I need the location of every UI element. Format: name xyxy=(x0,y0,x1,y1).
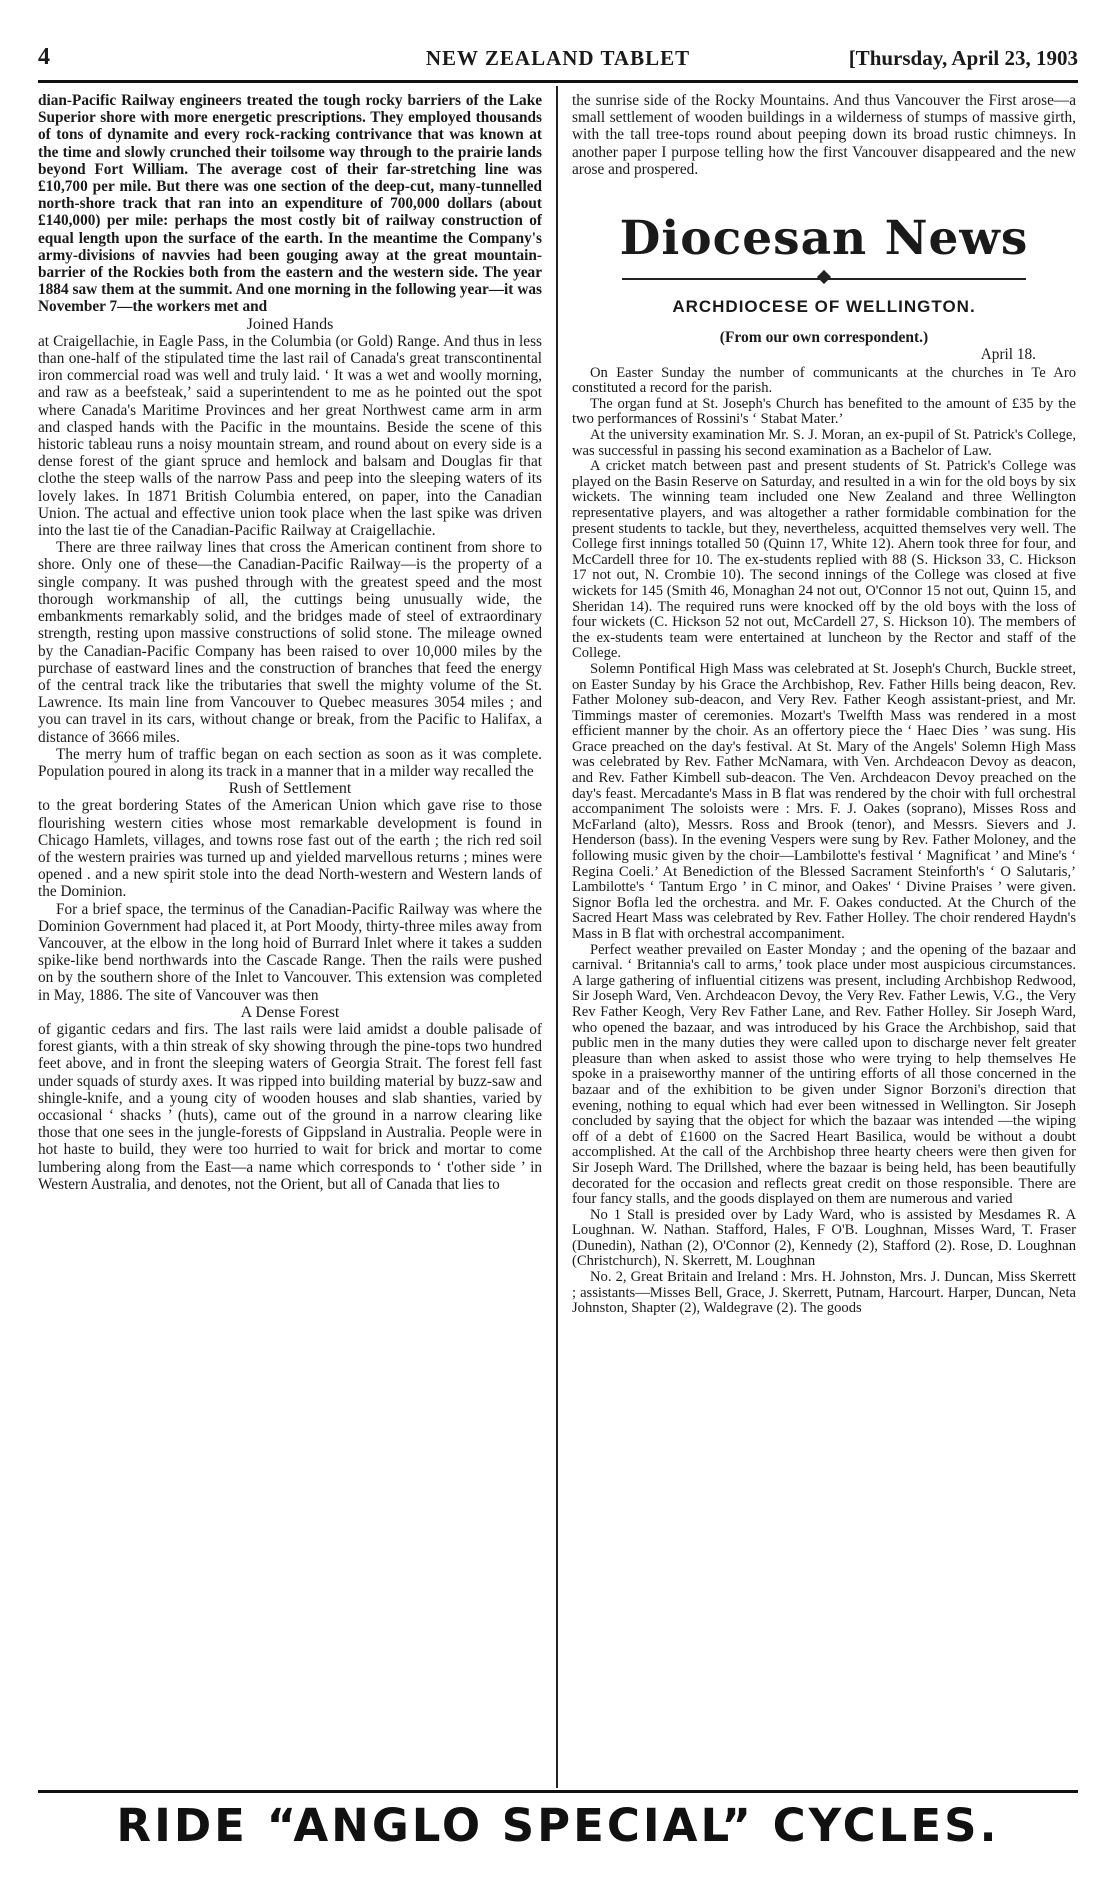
ornament-divider xyxy=(622,274,1026,284)
issue-date: [Thursday, April 23, 1903 xyxy=(848,46,1078,70)
article-paragraph: to the great bordering States of the American Union which gave rise to those flourishing western cities whose most remarkable development is found in Chicago Hamlets, villages, and towns rose fast out of the earth ; the rich red soil of the western prairies was turned up and yielded marvellous returns ; mines were opened . and a new spirit stole into the dead North-western and Western lands of the Dominion. xyxy=(38,797,542,901)
news-paragraph: On Easter Sunday the number of communicants at the churches in Te Aro constituted a record for the parish. xyxy=(572,364,1076,397)
article-subheading: Joined Hands xyxy=(246,315,334,333)
news-paragraph: The organ fund at St. Joseph's Church has benefited to the amount of £35 by the two performances of Rossini's ‘ Stabat Mater.’ xyxy=(572,395,1076,428)
paper-title: NEW ZEALAND TABLET xyxy=(425,46,691,70)
correspondent-line: (From our own correspondent.) xyxy=(719,329,929,347)
article-paragraph: of gigantic cedars and firs. The last rails were laid amidst a double palisade of forest giants, with a thin streak of sky showing through the pine-tops two hundred feet above, and in front the sleeping waters of Georgia Strait. The forest fell fast under squads of sturdy axes. It was ripped into building material by buzz-saw and shingle-knife, and a young city of wooden houses and slab shanties, varied by occasional ‘ shacks ’ (huts), came out of the ground in a narrow clearing like those that one sees in the jungle-forests of Gippsland in Australia. People were in hot haste to build, they were too hurried to wait for brick and mortar to come lumbering along from the East—a name which corresponds to ‘ t'other side ’ in Western Australia, and denotes, not the Orient, but all of Canada that lies to xyxy=(38,1020,542,1193)
page-header xyxy=(38,40,1078,74)
article-paragraph: the sunrise side of the Rocky Mountains. And thus Vancouver the First arose—a small settlement of wooden buildings in a wilderness of stumps of massive girth, with the tall tree-tops round about peeping down its broad rustic chimneys. In another paper I purpose telling how the first Vancouver disappeared and the new arose and prospered. xyxy=(572,92,1076,178)
article-paragraph: For a brief space, the terminus of the Canadian-Pacific Railway was where the Dominion Government had placed it, at Port Moody, thirty-three miles away from Vancouver, at the elbow in the long hoid of Burrard Inlet where it takes a sudden spike-like bend northwards into the Cascade Range. Then the rails were pushed on by the southern shore of the Inlet to Vancouver. This extension was completed in May, 1886. The site of Vancouver was then xyxy=(38,900,542,1004)
article-paragraph: dian-Pacific Railway engineers treated the tough rocky barriers of the Lake Superior shore with more energetic prescriptions. They employed thousands of tons of dynamite and every rock-racking contrivance that was known at the time and slowly crunched their toilsome way through to the prairie lands beyond Fort William. The average cost of their far-stretching line was £10,700 per mile. But there was one section of the deep-cut, many-tunnelled north-shore track that ran into an expenditure of 700,000 dollars (about £140,000) per mile: perhaps the most costly bit of railway construction of equal length upon the surface of the earth. In the meantime the Company's army-divisions of navvies had been gouging away at the great mountain-barrier of the Rockies both from the eastern and the western side. The year 1884 saw them at the summit. And one morning in the following year—it was November 7—the workers met and xyxy=(38,92,542,316)
article-paragraph: at Craigellachie, in Eagle Pass, in the Columbia (or Gold) Range. And thus in less than one-half of the stipulated time the last rail of Canada's great transcontinental iron commercial road was well and truly laid. ‘ It was a wet and woolly morning, and raw as a beefsteak,’ said a superintendent to me as he pointed out the spot where Canada's Maritime Provinces and her great Northwest came arm in arm and clasped hands with the Pacific in the mountains. Beside the scene of this historic tableau runs a noisy mountain stream, and round about on every side is a dense forest of the giant spruce and hemlock and balsam and Douglas fir that clothe the steep walls of the narrow Pass and peep into the sleeping waters of its lovely lakes. In 1871 British Columbia entered, on paper, into the Canadian Union. The actual and effective union took place when the last spike was driven into the last tie of the Canadian-Pacific Railway at Craigellachie. xyxy=(38,332,542,540)
dateline: April 18. xyxy=(980,346,1036,364)
section-heading: ARCHDIOCESE OF WELLINGTON. xyxy=(672,297,976,317)
news-paragraph: At the university examination Mr. S. J. Moran, an ex-pupil of St. Patrick's College, was successful in passing his second examination as a Bachelor of Law. xyxy=(572,427,1076,459)
news-paragraph: Perfect weather prevailed on Easter Monday ; and the opening of the bazaar and carnival. ‘ Britannia's call to arms,’ took place under most auspicious circumstances. A large gathering of influential citizens was present, including Archbishop Redwood, Sir Joseph Ward, Ven. Archdeacon Devoy, the Very Rev. Father Lewis, V.G., the Very Rev Father Keogh, Very Rev Father Lane, and Rev. Father Holley. Sir Joseph Ward, who opened the bazaar, and was introduced by his Grace the Archbishop, said that public men in the many duties they were called upon to discharge never felt greater pleasure than when asked to assist those who were trying to help themselves He spoke in a praiseworthy manner of the untiring efforts of all those concerned in the bazaar and of the exhibition to be given under Signor Borzoni's direction that evening, nothing to equal which had ever been witnessed in Wellington. Sir Joseph concluded by saying that the object for which the bazaar was intended —the wiping off of a debt of £1600 on the Sacred Heart Basilica, would be without a doubt accomplished. At the call of the Archbishop three hearty cheers were then given for Sir Joseph Ward. The Drillshed, where the bazaar is being held, has been beautifully decorated for the occasion and reflects great credit on those responsible. There are four fancy stalls, and the goods displayed on them are numerous and varied xyxy=(572,941,1076,1208)
header-rule xyxy=(38,80,1078,83)
diamond-ornament-icon xyxy=(817,270,831,284)
page-number: 4 xyxy=(38,44,50,70)
article-subheading: Rush of Settlement xyxy=(228,780,352,798)
article-subheading: A Dense Forest xyxy=(240,1003,340,1021)
advertisement-banner: RIDE “ANGLO SPECIAL” CYCLES. xyxy=(116,1799,1000,1852)
news-paragraph: Solemn Pontifical High Mass was celebrated at St. Joseph's Church, Buckle street, on Easter Sunday by his Grace the Archbishop, Rev. Father Hills being deacon, Rev. Father Moloney sub-deacon, and Very Rev. Father Keogh assistant-priest, and Mr. Timmings master of ceremonies. Mozart's Twelfth Mass was rendered in a most efficient manner by the choir. As an offertory piece the ‘ Haec Dies ’ was sung. His Grace preached on the day's festival. At St. Mary of the Angels' Solemn High Mass was celebrated by Rev. Father McNamara, with Ven. Archdeacon Devoy as deacon, and Rev. Father Kimbell sub-deacon. The Ven. Archdeacon Devoy preached on the day's feast. Mercadante's Mass in B flat was rendered by the choir with full orchestral accompaniment The soloists were : Mrs. F. J. Oakes (soprano), Misses Ross and McFarland (alto), Messrs. Ross and Brook (tenor), and Messrs. Sievers and J. Henderson (bass). In the evening Vespers were sung by Rev. Father Moloney, and the following music given by the choir—Lambilotte's festival ‘ Magnificat ’ and Mine's ‘ Regina Coeli.’ At Benediction of the Blessed Sacrament Steinforth's ‘ O Salutaris,’ Lambilotte's ‘ Tantum Ergo ’ in C minor, and Oakes' ‘ Divine Praises ’ were given. Signor Bofla led the orchestra. and Mr. F. Oakes conducted. At the Church of the Sacred Heart Mass was celebrated by Rev. Father Holley. The choir rendered Haydn's Mass in B flat with orchestral accompaniment. xyxy=(572,660,1076,942)
section-masthead: Diocesan News xyxy=(619,211,1029,267)
news-paragraph: No. 2, Great Britain and Ireland : Mrs. H. Johnston, Mrs. J. Duncan, Miss Skerrett ; assistants—Misses Bell, Grace, J. Skerrett, Putnam, Harcourt. Harper, Duncan, Neta Johnston, Shapter (2), Waldegrave (2). The goods xyxy=(572,1269,1076,1317)
news-paragraph: A cricket match between past and present students of St. Patrick's College was played on the Basin Reserve on Saturday, and resulted in a win for the old boys by six wickets. The winning team included one New Zealand and three Wellington representative players, and was altogether a rather formidable combination for the present students to tackle, but they, nevertheless, acquitted themselves very well. The College first innings totalled 50 (Quinn 17, White 12). Ahern took three for four, and McCardell three for 10. The ex-students replied with 88 (S. Hickson 33, C. Hickson 17 not out, N. Crombie 10). The second innings of the College was closed at five wickets for 145 (Smith 46, Monaghan 24 not out, O'Connor 15 not out, Quinn 15, and Sheridan 14). The required runs were knocked off by the old boys with the loss of four wickets (C. Hickson 52 not out, McCardell 27, S. Hickson 10). The members of the ex-students team were entertained at luncheon by the Rector and staff of the College. xyxy=(572,458,1076,662)
news-paragraph: No 1 Stall is presided over by Lady Ward, who is assisted by Mesdames R. A Loughnan. W. Nathan. Stafford, Hales, F O'B. Loughnan, Misses Ward, T. Fraser (Dunedin), Nathan (2), O'Connor (2), Kennedy (2), Stafford (2). Rose, D. Loughnan (Christchurch), N. Skerrett, M. Loughnan xyxy=(572,1206,1076,1270)
column-divider xyxy=(556,86,558,1788)
article-paragraph: The merry hum of traffic began on each section as soon as it was complete. Population poured in along its track in a manner that in a milder way recalled the xyxy=(38,745,542,780)
news-body xyxy=(572,366,1076,1317)
right-column xyxy=(572,92,1076,1788)
footer-rule xyxy=(38,1790,1078,1793)
left-column xyxy=(38,92,542,1788)
article-paragraph: There are three railway lines that cross the American continent from shore to shore. Only one of these—the Canadian-Pacific Railway—is the property of a single company. It was pushed through with the greatest speed and the most thorough workmanship of all, the cuttings being unusually wide, the embankments remarkably solid, and the bridges made of steel of extraordinary strength, resting upon massive constructions of solid stone. The mileage owned by the Canadian-Pacific Company has been raised to over 10,000 miles by the purchase of eastward lines and the construction of branches that feed the energy of the central track like the tributaries that swell the mighty volume of the St. Lawrence. Its main line from Vancouver to Quebec measures 3054 miles ; and you can travel in its cars, without change or break, from the Pacific to Halifax, a distance of 3666 miles. xyxy=(38,539,542,746)
